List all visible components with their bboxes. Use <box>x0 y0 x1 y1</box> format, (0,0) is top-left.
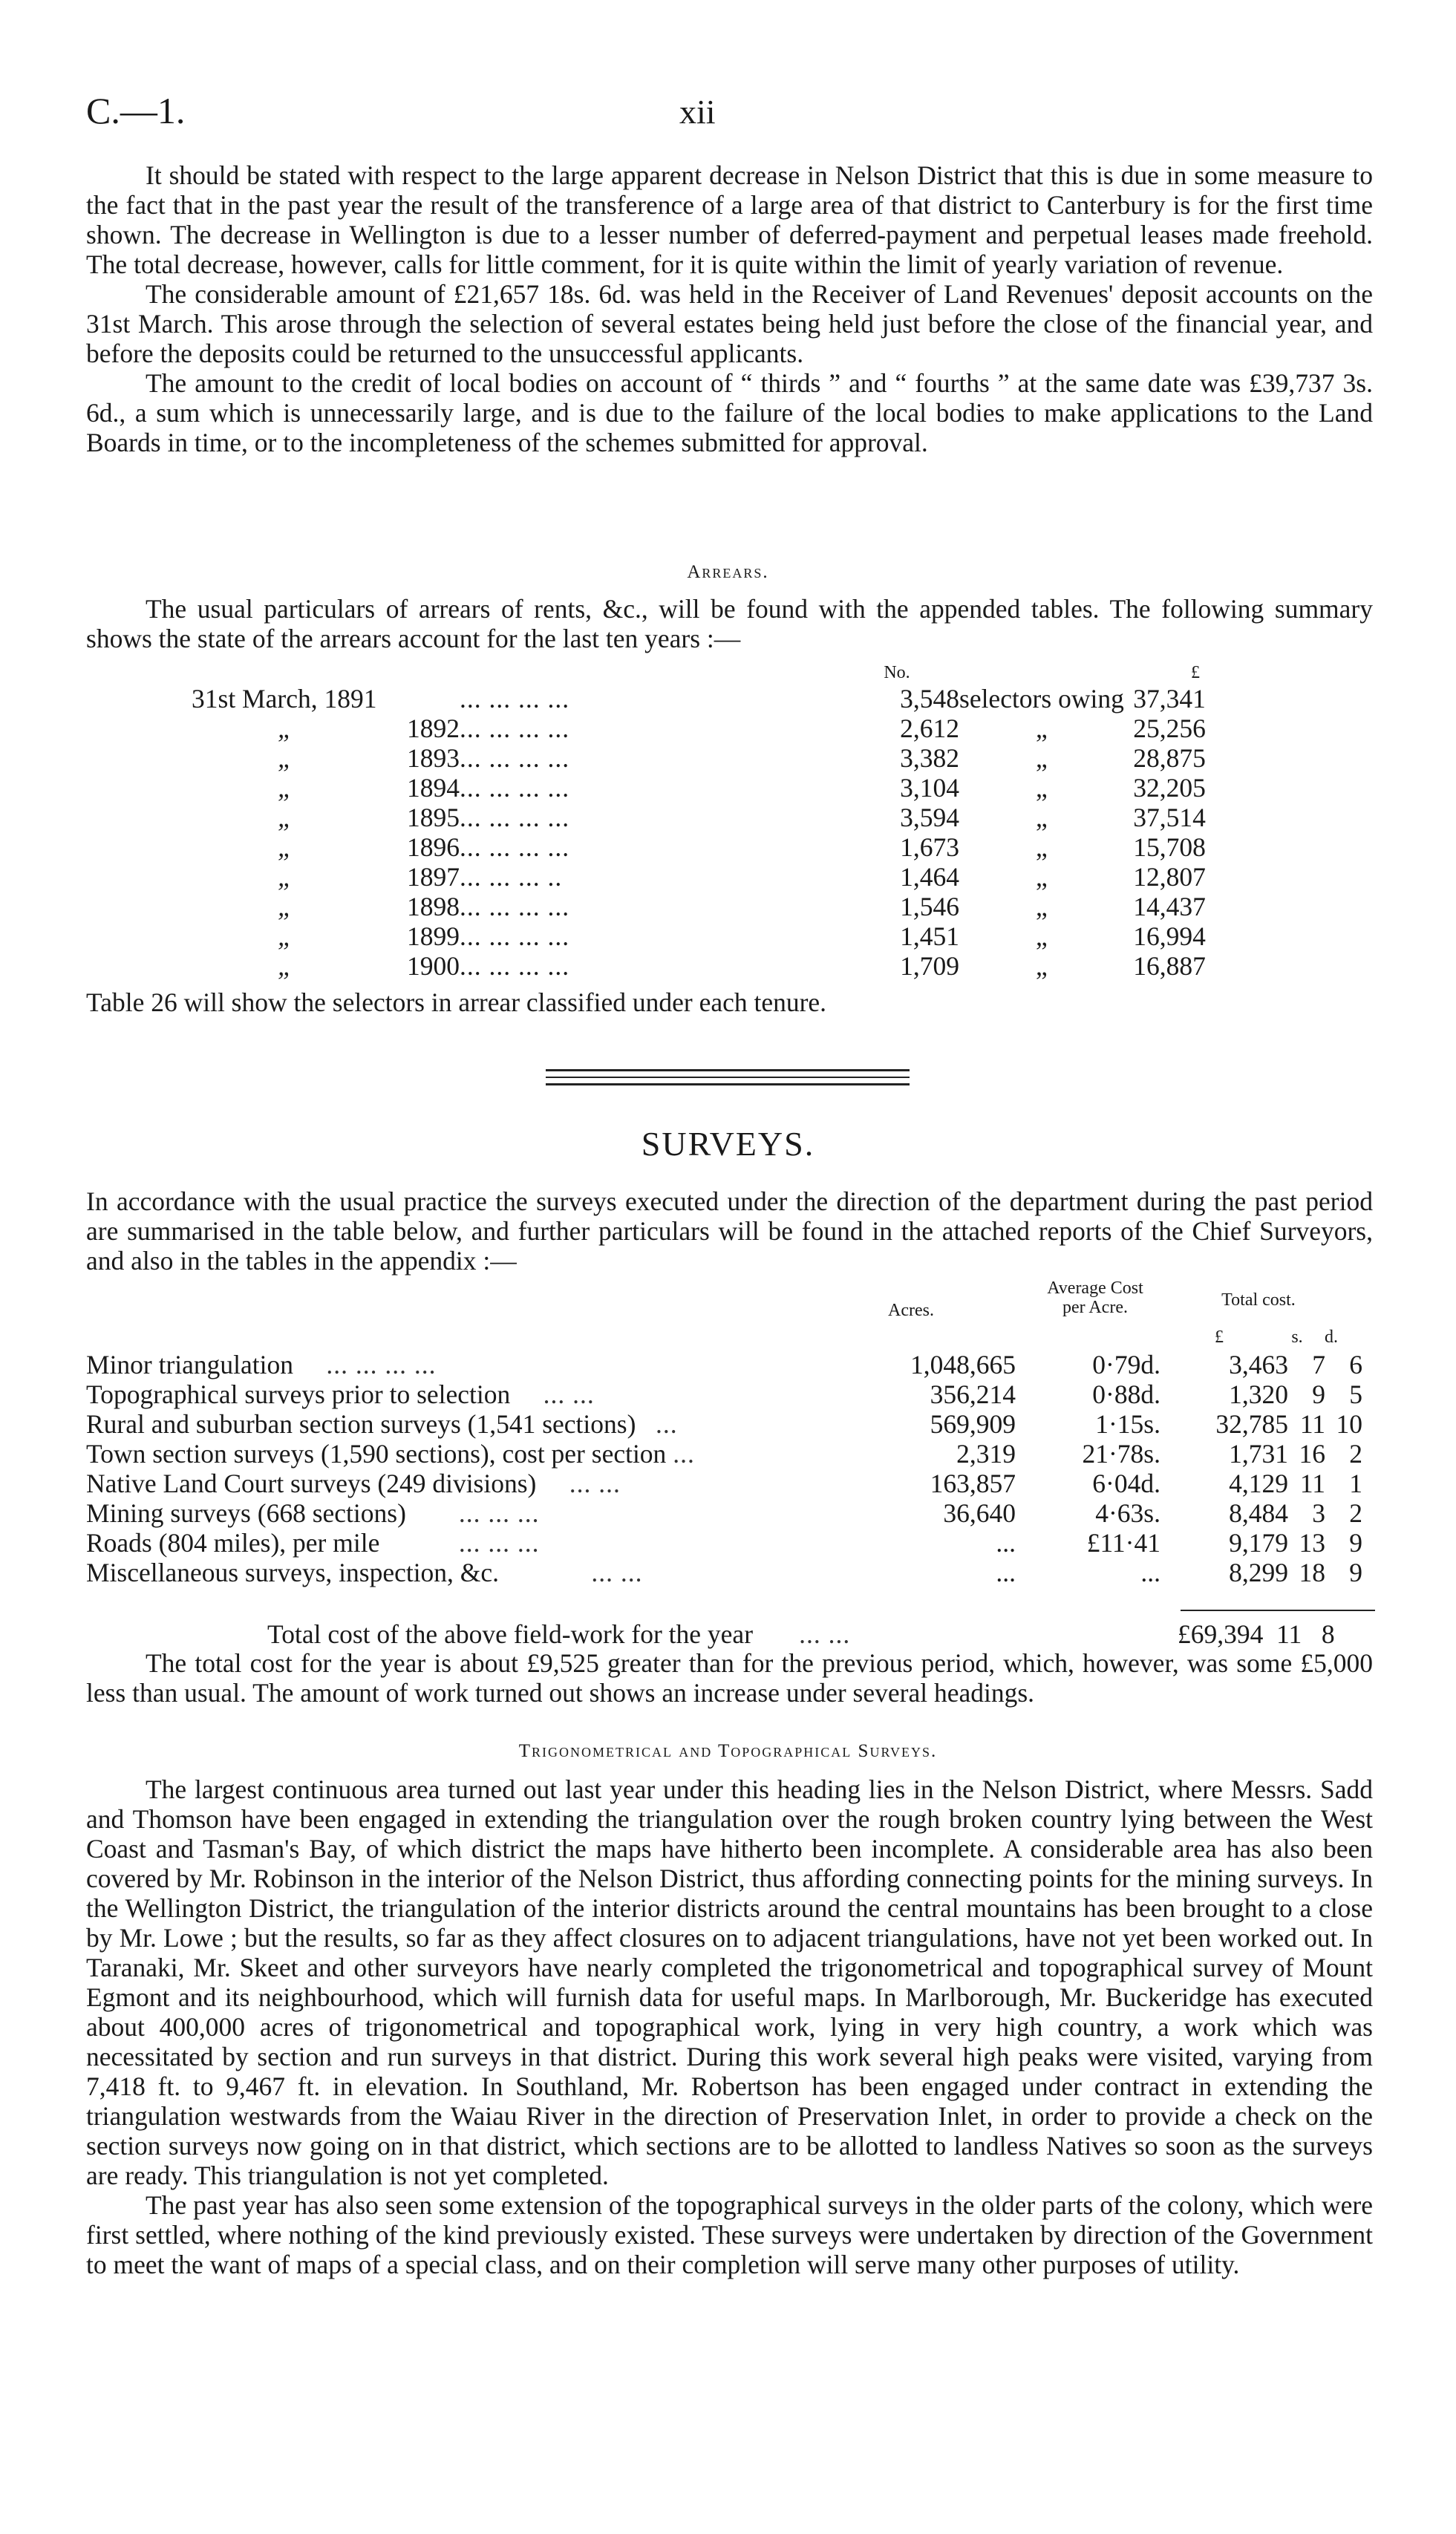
dot-leader: ... ... ... ... <box>460 803 570 832</box>
arrears-count: 3,382 <box>900 743 959 773</box>
survey-acres: 2,319 <box>956 1439 1016 1469</box>
arrears-amount: 14,437 <box>1133 892 1206 921</box>
survey-cost-pence: 6 <box>1349 1350 1362 1379</box>
table-row <box>192 862 1206 892</box>
arrears-table <box>192 684 1206 981</box>
survey-cost-pounds: 1,731 <box>1229 1439 1288 1469</box>
dot-leader: ... ... <box>591 1558 643 1587</box>
dot-leader: ... <box>656 1409 678 1439</box>
survey-cost-pounds: 32,785 <box>1215 1409 1288 1439</box>
paragraph: The total cost for the year is about £9,525 greater than for the previous period, which, however, was some £5,000 less than usual. The amount of work turned out shows an increase under several headings. <box>86 1648 1373 1708</box>
arrears-count: 1,464 <box>900 862 959 892</box>
arrears-date: „ 1893 <box>192 743 460 773</box>
survey-cost-shillings: 9 <box>1312 1379 1325 1409</box>
arrears-amount: 16,887 <box>1133 951 1206 981</box>
dot-leader: ... ... ... <box>458 1498 540 1528</box>
survey-cost-shillings: 11 <box>1299 1409 1325 1439</box>
arrears-amount: 28,875 <box>1133 743 1206 773</box>
survey-label: Minor triangulation ... ... ... ... <box>86 1350 437 1379</box>
survey-label: Roads (804 miles), per mile ... ... ... <box>86 1528 540 1558</box>
total-rule <box>1181 1610 1375 1611</box>
paragraph: The amount to the credit of local bodies on account of “ thirds ” and “ fourths ” at the same date was £39,737 3s. 6d., a sum which is unnecessarily large, and is due to the failure of the local bodies to make applications to the Land Boards in time, or to the incompleteness of the schemes submitted for approval. <box>86 368 1373 457</box>
arrears-col-no: No. <box>884 663 910 682</box>
ditto-mark: „ <box>278 773 293 803</box>
arrears-date: „ 1895 <box>192 803 460 832</box>
survey-average-cost: 21·78s. <box>1082 1439 1160 1469</box>
arrears-date: „ 1892 <box>192 713 460 743</box>
survey-average-cost: 4·63s. <box>1095 1498 1160 1528</box>
paragraph: The considerable amount of £21,657 18s. 6d. was held in the Receiver of Land Revenues' deposit accounts on the 31st March. This arose through the selection of several estates being held just before the close of the financial year, and before the deposits could be returned to the unsuccessful applicants. <box>86 279 1373 368</box>
surveys-total-label: Total cost of the above field-work for the year ... ... <box>267 1619 851 1649</box>
arrears-label: „ <box>1036 743 1048 773</box>
survey-label: Topographical surveys prior to selection ... ... <box>86 1379 595 1409</box>
survey-acres: 36,640 <box>943 1498 1016 1528</box>
surveys-col-pence: d. <box>1325 1328 1338 1347</box>
arrears-count: 3,594 <box>900 803 959 832</box>
paragraph: The usual particulars of arrears of rents, &c., will be found with the appended tables. The following summary shows the state of the arrears account for the last ten years :— <box>86 594 1373 653</box>
paragraph: The largest continuous area turned out last year under this heading lies in the Nelson District, where Messrs. Sadd and Thomson have been engaged in extending the triangulation over the rough broken country lying between the West Coast and Tasman's Bay, of which district the maps have hitherto been incomplete. A considerable area has also been covered by Mr. Robinson in the interior of the Nelson District, thus affording connecting points for the mining surveys. In the Wellington District, the triangulation of the interior districts around the central mountains has been brought to a close by Mr. Lowe ; but the results, so far as they affect closures on to adjacent triangulations, have not yet been worked out. In Taranaki, Mr. Skeet and other surveyors have nearly completed the trigonometrical and topographical survey of Mount Egmont and its neighbourhood, which will furnish data for useful maps. In Marlborough, Mr. Buckeridge has executed about 400,000 acres of trigonometrical and topographical work, lying in very high country, a work which was necessitated by section and run surveys in that district. During this work several high peaks were visited, varying from 7,418 ft. to 9,467 ft. in elevation. In Southland, Mr. Robertson has been engaged under contract in extending the triangulation westwards from the Waiau River in the direction of Preservation Inlet, in order to provide a check on the section surveys now going on in that district, which sections are to be allotted to landless Natives so soon as the surveys are ready. This triangulation is not yet completed. <box>86 1774 1373 2190</box>
survey-cost-pence: 5 <box>1349 1379 1362 1409</box>
survey-cost-pounds: 9,179 <box>1229 1528 1288 1558</box>
arrears-count: 1,546 <box>900 892 959 921</box>
arrears-date: „ 1900 <box>192 951 460 981</box>
arrears-date: „ 1898 <box>192 892 460 921</box>
survey-cost-shillings: 11 <box>1299 1469 1325 1498</box>
surveys-summary <box>86 1648 1373 1708</box>
survey-cost-shillings: 16 <box>1299 1439 1325 1469</box>
table-row <box>86 1469 1362 1498</box>
arrears-label: „ <box>1036 862 1048 892</box>
arrears-heading: Arrears. <box>687 562 769 582</box>
dot-leader: ... ... ... ... <box>326 1350 437 1379</box>
survey-cost-shillings: 13 <box>1299 1528 1325 1558</box>
arrears-count: 2,612 <box>900 713 959 743</box>
survey-cost-pence: 10 <box>1336 1409 1362 1439</box>
paragraph: The past year has also seen some extension of the topographical surveys in the older parts of the colony, which were first settled, where nothing of the kind previously existed. These surveys were undertaken by direction of the Government to meet the want of maps of a special class, and on their completion will serve many other purposes of utility. <box>86 2190 1373 2279</box>
arrears-date: „ 1896 <box>192 832 460 862</box>
ditto-mark: „ <box>278 832 293 862</box>
ditto-mark: „ <box>278 803 293 832</box>
arrears-amount: 37,514 <box>1133 803 1206 832</box>
survey-cost-shillings: 7 <box>1312 1350 1325 1379</box>
survey-label: Miscellaneous surveys, inspection, &c. ... ... <box>86 1558 643 1587</box>
table-row <box>86 1379 1362 1409</box>
surveys-col-average: Average Cost per Acre. <box>1047 1279 1143 1317</box>
arrears-amount: 25,256 <box>1133 713 1206 743</box>
survey-acres: 569,909 <box>930 1409 1016 1439</box>
ditto-mark: „ <box>278 892 293 921</box>
survey-label: Native Land Court surveys (249 divisions) ... ... <box>86 1469 621 1498</box>
survey-label: Mining surveys (668 sections) ... ... ... <box>86 1498 540 1528</box>
survey-cost-pence: 9 <box>1349 1528 1362 1558</box>
dot-leader: ... ... ... .. <box>460 862 563 892</box>
survey-average-cost: 1·15s. <box>1095 1409 1160 1439</box>
surveys-total-amount: £69,394 11 8 <box>1178 1619 1335 1649</box>
surveys-col-total: Total cost. <box>1221 1290 1296 1310</box>
arrears-amount: 16,994 <box>1133 921 1206 951</box>
survey-cost-pounds: 8,484 <box>1229 1498 1288 1528</box>
arrears-date: „ 1899 <box>192 921 460 951</box>
ditto-mark: „ <box>278 921 293 951</box>
document-reference: C.—1. <box>86 90 186 131</box>
arrears-label: „ <box>1036 713 1048 743</box>
surveys-table <box>86 1350 1362 1587</box>
arrears-label: selectors owing <box>959 684 1124 713</box>
dot-leader: ... ... ... ... <box>460 892 570 921</box>
paragraph: It should be stated with respect to the large apparent decrease in Nelson District that this is due in some measure to the fact that in the past year the result of the transference of a large area of that district to Canterbury is for the first time shown. The decrease in Wellington is due to a lesser number of deferred-payment and perpetual leases made freehold. The total decrease, however, calls for little comment, for it is quite within the limit of yearly variation of revenue. <box>86 160 1373 279</box>
table-row <box>192 921 1206 951</box>
arrears-amount: 12,807 <box>1133 862 1206 892</box>
dot-leader: ... <box>673 1439 695 1469</box>
survey-label: Town section surveys (1,590 sections), cost per section ... <box>86 1439 695 1469</box>
table-row <box>86 1558 1362 1587</box>
surveys-col-pounds: £ <box>1215 1328 1224 1347</box>
surveys-intro <box>86 1186 1373 1276</box>
arrears-label: „ <box>1036 832 1048 862</box>
trig-heading: Trigonometrical and Topographical Surveys. <box>518 1741 938 1761</box>
arrears-label: „ <box>1036 921 1048 951</box>
dot-leader: ... ... ... ... <box>460 684 570 713</box>
section-divider <box>546 1083 910 1085</box>
survey-average-cost: 0·79d. <box>1092 1350 1160 1379</box>
survey-label: Rural and suburban section surveys (1,541 sections) ... <box>86 1409 678 1439</box>
surveys-title: SURVEYS. <box>641 1125 815 1163</box>
table-row <box>192 743 1206 773</box>
dot-leader: ... ... ... ... <box>460 713 570 743</box>
survey-cost-pence: 9 <box>1349 1558 1362 1587</box>
table-row <box>86 1498 1362 1528</box>
arrears-label: „ <box>1036 951 1048 981</box>
table-row <box>192 892 1206 921</box>
survey-cost-pence: 1 <box>1349 1469 1362 1498</box>
arrears-intro <box>86 594 1373 653</box>
table-row <box>86 1350 1362 1379</box>
dot-leader: ... ... <box>543 1379 595 1409</box>
table-row <box>192 832 1206 862</box>
arrears-count: 1,709 <box>900 951 959 981</box>
table-row <box>86 1439 1362 1469</box>
dot-leader: ... ... ... ... <box>460 921 570 951</box>
surveys-col-acres: Acres. <box>888 1301 934 1320</box>
dot-leader: ... ... ... ... <box>460 743 570 773</box>
survey-cost-shillings: 18 <box>1299 1558 1325 1587</box>
dot-leader: ... ... <box>569 1469 621 1498</box>
table-row <box>86 1528 1362 1558</box>
arrears-amount: 37,341 <box>1133 684 1206 713</box>
ditto-mark: „ <box>278 862 293 892</box>
survey-cost-shillings: 3 <box>1312 1498 1325 1528</box>
arrears-amount: 15,708 <box>1133 832 1206 862</box>
dot-leader: ... ... ... ... <box>460 773 570 803</box>
section-divider <box>546 1077 910 1078</box>
arrears-count: 3,104 <box>900 773 959 803</box>
table-row <box>86 1409 1362 1439</box>
arrears-label: „ <box>1036 803 1048 832</box>
survey-average-cost: £11·41 <box>1086 1528 1160 1558</box>
page-number: xii <box>679 93 716 131</box>
arrears-date: „ 1897 <box>192 862 460 892</box>
arrears-count: 1,673 <box>900 832 959 862</box>
section-divider <box>546 1069 910 1071</box>
surveys-col-shillings: s. <box>1291 1328 1303 1347</box>
survey-acres: 1,048,665 <box>910 1350 1016 1379</box>
arrears-count: 3,548 <box>900 684 959 713</box>
dot-leader: ... ... ... ... <box>460 951 570 981</box>
survey-average-cost: 6·04d. <box>1092 1469 1160 1498</box>
intro-section <box>86 160 1373 457</box>
ditto-mark: „ <box>278 951 293 981</box>
survey-cost-pounds: 1,320 <box>1229 1379 1288 1409</box>
dot-leader: ... ... <box>799 1619 851 1649</box>
table-row <box>192 684 1206 713</box>
table-row <box>192 773 1206 803</box>
survey-cost-pence: 2 <box>1349 1439 1362 1469</box>
survey-acres: 356,214 <box>930 1379 1016 1409</box>
ditto-mark: „ <box>278 713 293 743</box>
arrears-footer: Table 26 will show the selectors in arrear classified under each tenure. <box>86 987 827 1017</box>
arrears-label: „ <box>1036 773 1048 803</box>
survey-cost-pounds: 3,463 <box>1229 1350 1288 1379</box>
arrears-col-amount: £ <box>1191 663 1200 682</box>
arrears-count: 1,451 <box>900 921 959 951</box>
table-row <box>192 803 1206 832</box>
survey-cost-pence: 2 <box>1349 1498 1362 1528</box>
arrears-amount: 32,205 <box>1133 773 1206 803</box>
survey-acres: 163,857 <box>930 1469 1016 1498</box>
paragraph: In accordance with the usual practice the surveys executed under the direction of the department during the past period are summarised in the table below, and further particulars will be found in the attached reports of the Chief Surveyors, and also in the tables in the appendix :— <box>86 1186 1373 1276</box>
trig-section <box>86 1774 1373 2279</box>
arrears-date: 31st March, 1891 <box>192 684 377 713</box>
table-row <box>192 951 1206 981</box>
arrears-label: „ <box>1036 892 1048 921</box>
survey-cost-pounds: 4,129 <box>1229 1469 1288 1498</box>
arrears-date: „ 1894 <box>192 773 460 803</box>
dot-leader: ... ... ... ... <box>460 832 570 862</box>
survey-average-cost: 0·88d. <box>1092 1379 1160 1409</box>
survey-cost-pounds: 8,299 <box>1229 1558 1288 1587</box>
survey-acres: ... <box>996 1528 1016 1558</box>
survey-average-cost: ... <box>1140 1558 1160 1587</box>
dot-leader: ... ... ... <box>458 1528 540 1558</box>
table-row <box>192 713 1206 743</box>
survey-acres: ... <box>996 1558 1016 1587</box>
ditto-mark: „ <box>278 743 293 773</box>
